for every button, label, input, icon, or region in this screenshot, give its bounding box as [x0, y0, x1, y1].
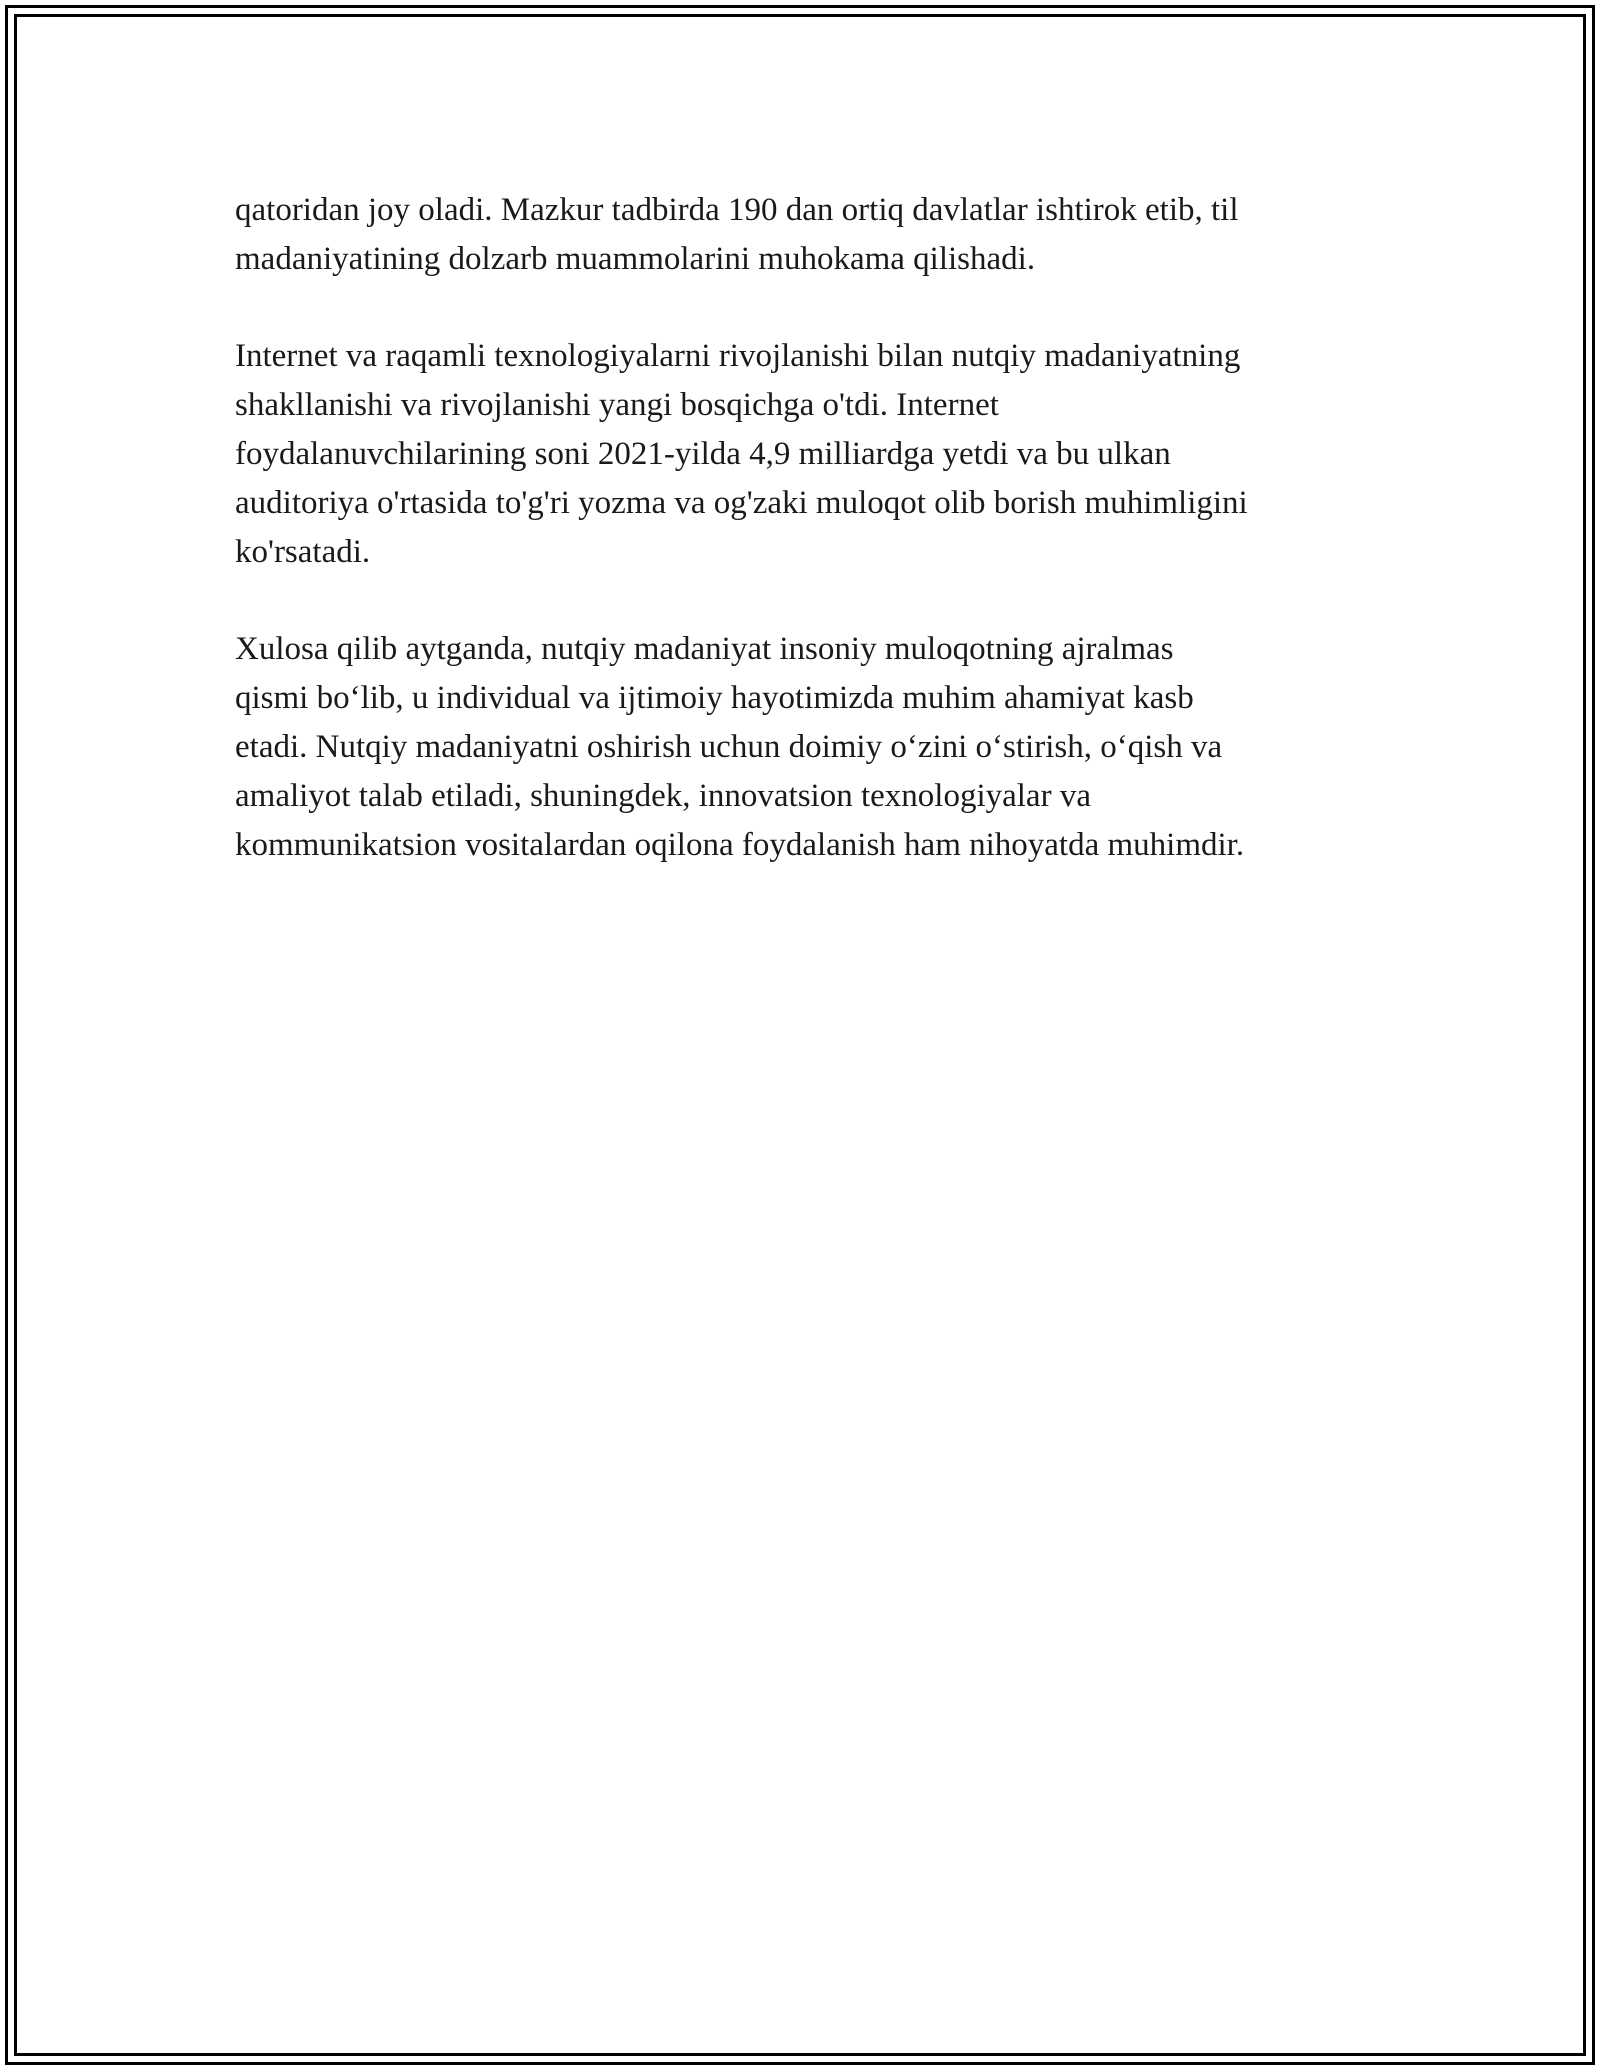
document-body: [235, 186, 1375, 870]
paragraph-3: Xulosa qilib aytganda, nutqiy madaniyat insoniy muloqotning ajralmas qismi bo‘lib, u individual va ijtimoiy hayotimizda muhim ahamiyat kasb etadi. Nutqiy madaniyatni oshirish uchun doimiy o‘zini o‘stirish, o‘qish va amaliyot talab etiladi, shuningdek, innovatsion texnologiyalar va kommunikatsion vositalardan oqilona foydalanish ham nihoyatda muhimdir.: [235, 631, 1245, 863]
paragraph-1: qatoridan joy oladi. Mazkur tadbirda 190 dan ortiq davlatlar ishtirok etib, til madaniyatining dolzarb muammolarini muhokama qilishadi.: [235, 192, 1239, 277]
paragraph-2: Internet va raqamli texnologiyalarni rivojlanishi bilan nutqiy madaniyatning shakllanishi va rivojlanishi yangi bosqichga o'tdi. Internet foydalanuvchilarining soni 2021-yilda 4,9 milliardga yetdi va bu ulkan auditoriya o'rtasida to'g'ri yozma va og'zaki muloqot olib borish muhimligini ko'rsatadi.: [235, 338, 1248, 570]
